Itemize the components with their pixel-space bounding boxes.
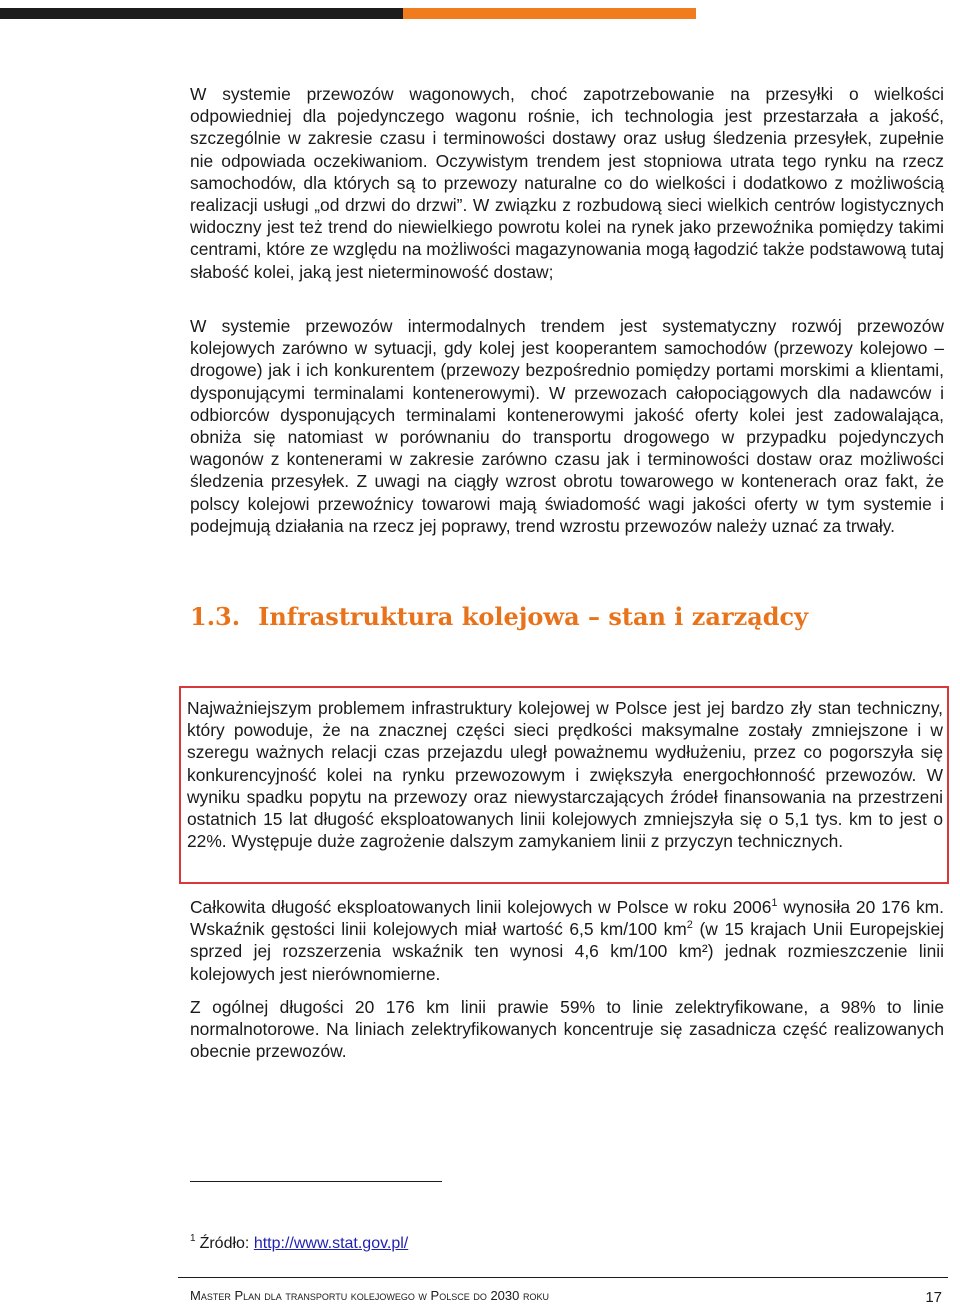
page-number: 17 [925, 1289, 942, 1306]
footnote-separator [190, 1181, 442, 1182]
footnote [190, 1233, 408, 1255]
paragraph-electrification: Z ogólnej długości 20 176 km linii prawie 59% to linie zelektryfikowane, a 98% to linie normalnotorowe. Na liniach zelektryfikowanych koncentruje się zasadnicza część realizowanych obecnie przewozów. [190, 997, 944, 1062]
paragraph-network-length [190, 896, 944, 985]
superscript-2: 2 [686, 919, 693, 932]
section-title: Infrastruktura kolejowa – stan i zarządcy [258, 602, 809, 631]
header-bar-accent [403, 8, 696, 19]
paragraph-wagon-transport: W systemie przewozów wagonowych, choć zapotrzebowanie na przesyłki o wielkości odpowiedniej dla pojedynczego wagonu rośnie, ich technologia jest przestarzała a jakość, szczególnie w zakresie czasu i terminowości dostawy oraz usług śledzenia przesyłek, zupełnie nie odpowiada oczekiwaniom. Oczywistym trendem jest stopniowa utrata tego rynku na rzecz samochodów, dla których są to przewozy naturalne co do wielkości i dodatkowo z możliwością realizacji usługi „od drzwi do drzwi”. W związku z rozbudową sieci wielkich centrów logistycznych widoczny jest też trend do niewielkiego powrotu kolei na rynek jako przewoźnika pomiędzy takimi centrami, które ze względu na możliwości magazynowania mogą łagodzić także podstawową tutaj słabość kolei, jaką jest nieterminowość dostaw; [190, 84, 944, 282]
footer-title: Master Plan dla transportu kolejowego w Polsce do 2030 roku [190, 1288, 549, 1303]
section-heading [190, 601, 808, 633]
footer-separator [178, 1277, 948, 1278]
footnote-label: Źródło: [199, 1235, 254, 1252]
highlight-box [179, 686, 949, 884]
p3-text-a: Całkowita długość eksploatowanych linii kolejowych w Polsce w roku 2006 [190, 897, 772, 917]
highlight-text: Najważniejszym problemem infrastruktury kolejowej w Polsce jest jej bardzo zły stan techniczny, który powoduje, że na znacznej części sieci prędkości maksymalne zostały zmniejszone i w szeregu ważnych relacji czas przejazdu uległ poważnemu wydłużeniu, przez co pogorszyła się konkurencyjność kolei na rynku przewozowym i zwiększyła energochłonność przewozów. W wyniku spadku popytu na przewozy oraz niewystarczających źródeł finansowania na przestrzeni ostatnich 15 lat długość eksploatowanych linii kolejowych zmniejszyła się o 5,1 tys. km to jest o 22%. Występuje duże zagrożenie dalszym zamykaniem linii z przyczyn technicznych. [187, 698, 943, 852]
header-bar-dark [0, 8, 403, 19]
p3-text-b: wynosiła 20 176 km. Wskaźnik gęstości linii kolejowych miał wartość 6,5 km/100 km [190, 897, 944, 940]
footnote-marker: 1 [190, 1233, 196, 1244]
footnote-link[interactable]: http://www.stat.gov.pl/ [253, 1235, 409, 1252]
p3-text-c: (w 15 krajach Unii Europejskiej sprzed jej rozszerzenia wskaźnik ten wynosi 4,6 km/100 km²) jednak rozmieszczenie linii kolejowych jest nierównomierne. [190, 919, 944, 984]
paragraph-intermodal-transport: W systemie przewozów intermodalnych trendem jest systematyczny rozwój przewozów kolejowych zarówno w sytuacji, gdy kolej jest kooperantem samochodów (przewozy kolejowo – drogowe) jak i ich konkurentem (przewozy bezpośrednio pomiędzy portami morskimi a klientami, dysponującymi terminalami kontenerowymi). W przewozach całopociągowych dla nadawców i odbiorców dysponujących terminalami kontenerowymi jakość oferty kolei jest zadowalająca, obniża się natomiast w porównaniu do transportu drogowego w przypadku pojedynczych wagonów z kontenerami w zakresie zarówno czasu jak i terminowości dostaw oraz możliwości śledzenia przesyłek. Z uwagi na ciągły wzrost obrotu towarowego w kontenerach oraz fakt, że polscy kolejowi przewoźnicy towarowi mają świadomość wagi jakości oferty w tym systemie i podejmują działania na rzecz jej poprawy, trend wzrostu przewozów należy uznać za trwały. [190, 316, 944, 536]
footnote-ref[interactable]: 1 [771, 897, 778, 909]
section-number: 1.3. [190, 602, 241, 631]
